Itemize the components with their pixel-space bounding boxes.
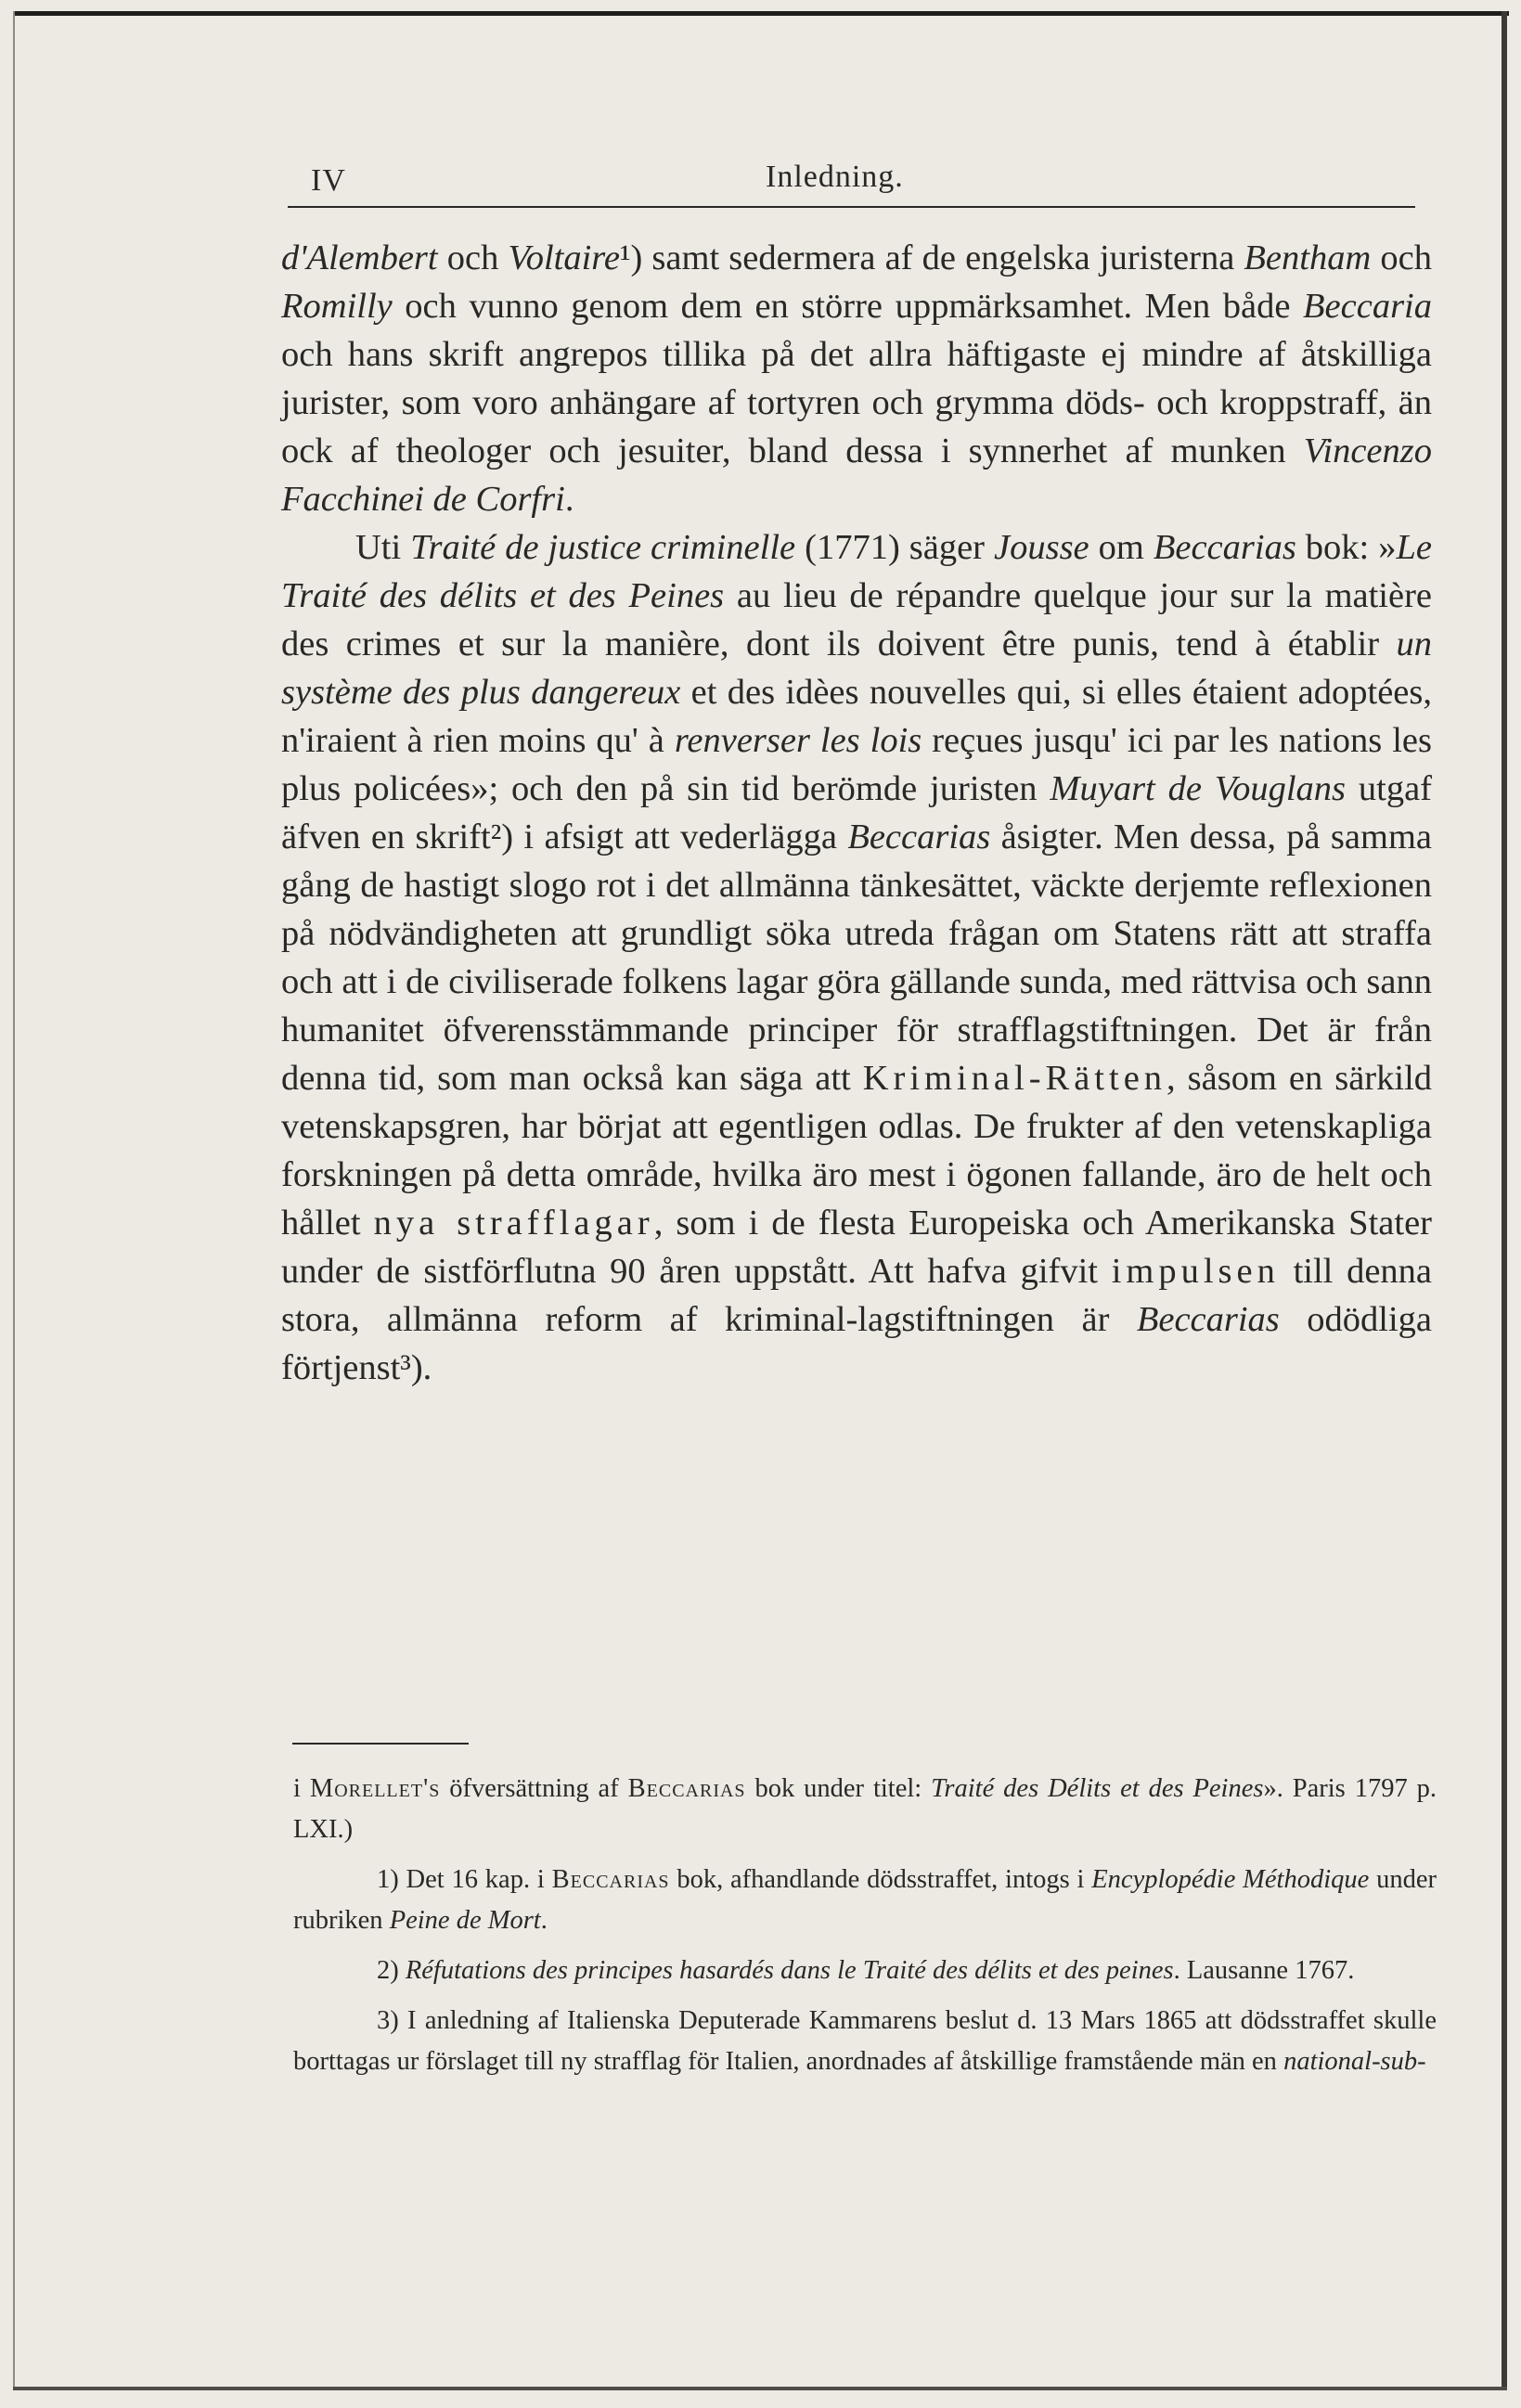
page-number: IV (311, 163, 346, 198)
text-span: Encyplopédie Méthodique (1091, 1865, 1370, 1894)
scan-edge-left (13, 11, 15, 2387)
text-span: Jousse (994, 528, 1089, 567)
text-span: Beccaria (1303, 287, 1432, 326)
text-span: Peine de Mort (389, 1906, 541, 1935)
text-span: odödliga förtjenst³). (281, 1300, 1432, 1387)
text-span: renverser les lois (674, 721, 922, 760)
text-span: Beccarias (1136, 1300, 1280, 1339)
header-rule (288, 206, 1415, 208)
text-span: 3) I anledning af Italienska Deputerade Kammarens beslut d. 13 Mars 1865 att dödsstraffet skulle borttagas ur förslaget till ny strafflag för Italien, anordnades af åtskillige framstående män en (293, 2006, 1437, 2076)
text-span: under rubriken (293, 1865, 1437, 1935)
text-span: åsigter. Men dessa, på samma gång de hastigt slogo rot i det allmänna tänkesättet, väckte derjemte reflexionen på nödvändigheten att grundligt söka utreda frågan om Statens rätt att straffa och att i de civiliserade folkens lagar göra gällande sunda, med rättvisa och sann humanitet öfverensstämmande principer för strafflagstiftningen. Det är från denna tid, som man också kan säga att (281, 818, 1432, 1098)
paragraph-1 (281, 234, 1432, 523)
text-span: impulsen (1111, 1252, 1280, 1291)
main-text (281, 234, 1432, 1392)
text-span: till denna stora, allmänna reform af kriminal-lagstiftningen är (281, 1252, 1433, 1339)
text-span: Romilly (281, 287, 393, 326)
text-span: au lieu de répandre quelque jour sur la matière des crimes et sur la manière, dont ils doivent être punis, tend à établir (281, 576, 1433, 663)
text-span: utgaf äfven en skrift²) i afsigt att vederlägga (281, 769, 1432, 856)
text-span: Uti (355, 528, 411, 567)
text-span: och vunno genom dem en större uppmärksamhet. Men både (392, 287, 1304, 326)
text-span: national-sub- (1283, 2047, 1426, 2076)
text-span: 1) Det 16 kap. i (377, 1865, 552, 1894)
footnote-2 (293, 1951, 1437, 1991)
text-span: bok under titel: (745, 1774, 932, 1803)
footnote-3 (293, 2001, 1437, 2082)
text-span: och (1371, 238, 1432, 277)
text-span: Beccarias (1153, 528, 1296, 567)
text-span: Beccarias (551, 1865, 670, 1894)
text-span: Muyart de Vouglans (1050, 769, 1347, 808)
text-span: , såsom en särkild vetenskapsgren, har börjat att egentligen odlas. De frukter af den vetenskapliga forskningen på detta område, hvilka äro mest i ögonen fallande, äro de helt och hållet (281, 1059, 1433, 1243)
scan-edge-right (1502, 11, 1507, 2387)
paragraph-2 (281, 523, 1432, 1392)
footnote-continuation (293, 1769, 1437, 1850)
text-span: Voltaire (508, 238, 620, 277)
text-span: ». Paris 1797 p. LXI.) (293, 1774, 1437, 1844)
text-span: nya strafflagar (373, 1204, 654, 1243)
text-span: d'Alembert (281, 238, 438, 277)
text-span: i (293, 1774, 310, 1803)
text-span: bok: » (1295, 528, 1397, 567)
footnote-1 (293, 1860, 1437, 1941)
text-span: Réfutations des principes hasardés dans le Traité des délits et des peines (405, 1956, 1174, 1985)
scan-edge-top (13, 11, 1509, 16)
footnotes (293, 1769, 1437, 2092)
text-span: Morellet's (309, 1774, 441, 1803)
text-span: Kriminal-Rätten (862, 1059, 1167, 1098)
text-span: et des idèes nouvelles qui, si elles étaient adoptées, n'iraient à rien moins qu' à (281, 673, 1432, 760)
text-span: 2) (377, 1956, 406, 1985)
text-span: bok, afhandlande dödsstraffet, intogs i (669, 1865, 1092, 1894)
text-span: Bentham (1244, 238, 1372, 277)
text-span: Beccarias (627, 1774, 746, 1803)
page-header (311, 158, 1411, 204)
text-span: Traité de justice criminelle (410, 528, 796, 567)
text-span: ¹) samt sedermera af de engelska juristerna (619, 238, 1244, 277)
text-span: (1771) säger (795, 528, 994, 567)
text-span: om (1089, 528, 1154, 567)
scan-edge-bottom (13, 2387, 1507, 2390)
text-span: , som i de flesta Europeiska och Amerikanska Stater under de sistförflutna 90 åren uppstått. Att hafva gifvit (281, 1204, 1432, 1291)
text-span: och hans skrift angrepos tillika på det allra häftigaste ej mindre af åtskilliga jurister, som voro anhängare af tortyren och grymma döds- och kroppstraff, än ock af theologer och jesuiter, bland dessa i synnerhet af munken (281, 335, 1432, 470)
text-span: . (564, 480, 574, 519)
text-span: Traité des Délits et des Peines (931, 1774, 1264, 1803)
footnote-rule (292, 1743, 469, 1745)
text-span: reçues jusqu' ici par les nations les plus policées»; och den på sin tid berömde juristen (281, 721, 1432, 808)
text-span: un système des plus dangereux (281, 625, 1432, 712)
text-span: Vincenzo Facchinei de Corfri (281, 431, 1432, 519)
text-span: . (540, 1906, 548, 1935)
text-span: och (437, 238, 509, 277)
text-span: Le Traité des délits et des Peines (281, 528, 1433, 615)
text-span: öfversättning af (440, 1774, 628, 1803)
text-span: Beccarias (847, 818, 991, 856)
text-span: . Lausanne 1767. (1173, 1956, 1355, 1985)
running-title: Inledning. (766, 160, 904, 194)
